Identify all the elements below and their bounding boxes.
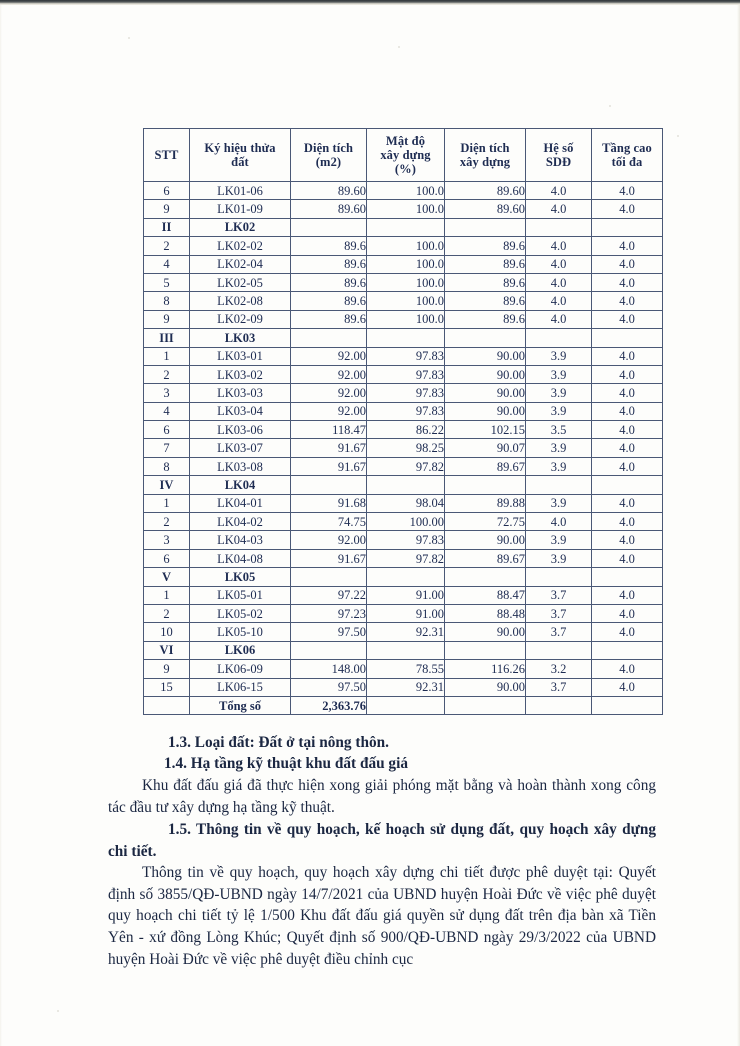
cell-ky-hieu: LK05-02 <box>190 604 291 622</box>
cell-he-so: 3.7 <box>526 623 592 641</box>
scan-speck <box>677 135 679 137</box>
cell-tang-cao: 4.0 <box>592 310 663 328</box>
header-line: xây dựng <box>380 148 431 162</box>
cell-mat-do <box>367 641 445 659</box>
cell-ky-hieu: LK04-02 <box>190 513 291 531</box>
header-line: Hệ số <box>543 141 574 155</box>
table-row <box>144 347 663 365</box>
cell-total-tang-cao <box>592 696 663 714</box>
header-line: SDĐ <box>545 155 572 169</box>
cell-tang-cao: 4.0 <box>592 182 663 200</box>
cell-stt: 6 <box>144 421 190 439</box>
cell-dien-tich-xay-dung: 90.00 <box>445 365 526 383</box>
cell-ky-hieu: LK06-15 <box>190 678 291 696</box>
cell-dien-tich-xay-dung: 89.67 <box>445 549 526 567</box>
cell-stt: 6 <box>144 182 190 200</box>
cell-ky-hieu: LK03-04 <box>190 402 291 420</box>
cell-dien-tich-xay-dung: 90.00 <box>445 402 526 420</box>
table-row <box>144 402 663 420</box>
header-line: Diện tích <box>460 141 510 155</box>
cell-mat-do: 91.00 <box>367 586 445 604</box>
cell-total-dt-xd <box>445 696 526 714</box>
cell-mat-do: 92.31 <box>367 623 445 641</box>
cell-mat-do: 92.31 <box>367 678 445 696</box>
table-row <box>144 365 663 383</box>
cell-ky-hieu: LK03-08 <box>190 457 291 475</box>
table-group-row <box>144 218 663 236</box>
section-1-3-heading: 1.3. Loại đất: Đất ở tại nông thôn. <box>168 734 389 751</box>
cell-dien-tich: 91.67 <box>291 439 367 457</box>
table-row <box>144 200 663 218</box>
cell-he-so <box>526 218 592 236</box>
cell-dien-tich: 91.67 <box>291 549 367 567</box>
cell-tang-cao: 4.0 <box>592 255 663 273</box>
cell-dien-tich-xay-dung: 90.07 <box>445 439 526 457</box>
cell-stt: VI <box>144 641 190 659</box>
cell-tang-cao: 4.0 <box>592 421 663 439</box>
table-row <box>144 237 663 255</box>
header-line: Ký hiệu thửa <box>204 141 276 155</box>
cell-dien-tich-xay-dung <box>445 476 526 494</box>
cell-he-so: 4.0 <box>526 200 592 218</box>
cell-he-so: 3.9 <box>526 457 592 475</box>
cell-stt: 2 <box>144 604 190 622</box>
cell-tang-cao: 4.0 <box>592 457 663 475</box>
cell-dien-tich: 92.00 <box>291 531 367 549</box>
cell-tang-cao: 4.0 <box>592 365 663 383</box>
table-total-row <box>144 696 663 714</box>
table-header <box>144 129 663 182</box>
cell-total-mat-do <box>367 696 445 714</box>
cell-dien-tich <box>291 641 367 659</box>
cell-he-so: 3.9 <box>526 531 592 549</box>
cell-he-so: 4.0 <box>526 273 592 291</box>
header-line: Mật độ <box>385 134 426 148</box>
scan-speck <box>57 1010 59 1012</box>
cell-dien-tich: 97.22 <box>291 586 367 604</box>
cell-ky-hieu: LK04 <box>190 476 291 494</box>
table-row <box>144 384 663 402</box>
cell-ky-hieu: LK02 <box>190 218 291 236</box>
cell-dien-tich-xay-dung: 116.26 <box>445 660 526 678</box>
cell-dien-tich: 97.50 <box>291 678 367 696</box>
cell-dien-tich-xay-dung: 90.00 <box>445 347 526 365</box>
cell-mat-do: 100.0 <box>367 255 445 273</box>
cell-stt: II <box>144 218 190 236</box>
cell-dien-tich-xay-dung: 90.00 <box>445 531 526 549</box>
cell-stt: 1 <box>144 347 190 365</box>
cell-dien-tich-xay-dung <box>445 568 526 586</box>
cell-tang-cao: 4.0 <box>592 347 663 365</box>
cell-dien-tich: 89.6 <box>291 273 367 291</box>
table-row <box>144 549 663 567</box>
cell-ky-hieu: LK03-03 <box>190 384 291 402</box>
cell-mat-do <box>367 476 445 494</box>
table-row <box>144 182 663 200</box>
cell-dien-tich-xay-dung: 89.6 <box>445 310 526 328</box>
cell-ky-hieu: LK02-09 <box>190 310 291 328</box>
cell-ky-hieu: LK04-03 <box>190 531 291 549</box>
cell-mat-do: 97.83 <box>367 402 445 420</box>
cell-stt: 4 <box>144 402 190 420</box>
table-group-row <box>144 568 663 586</box>
cell-he-so <box>526 476 592 494</box>
land-plot-table <box>143 128 663 715</box>
cell-mat-do: 98.25 <box>367 439 445 457</box>
cell-tang-cao: 4.0 <box>592 402 663 420</box>
cell-dien-tich-xay-dung: 102.15 <box>445 421 526 439</box>
cell-he-so <box>526 329 592 347</box>
cell-he-so: 4.0 <box>526 182 592 200</box>
section-1-5-heading: 1.5. Thông tin về quy hoạch, kế hoạch sử dụng đất, quy hoạch xây dựng chi tiết. <box>108 821 656 860</box>
cell-dien-tich: 89.60 <box>291 200 367 218</box>
cell-stt: 3 <box>144 384 190 402</box>
cell-tang-cao: 4.0 <box>592 623 663 641</box>
table-group-row <box>144 329 663 347</box>
table-row <box>144 531 663 549</box>
cell-mat-do <box>367 218 445 236</box>
table-row <box>144 494 663 512</box>
cell-total-he-so <box>526 696 592 714</box>
paragraph-1-4 <box>108 775 656 818</box>
cell-ky-hieu: LK01-09 <box>190 200 291 218</box>
cell-tang-cao <box>592 568 663 586</box>
header-line: STT <box>154 148 179 162</box>
cell-dien-tich-xay-dung: 89.60 <box>445 200 526 218</box>
cell-he-so: 4.0 <box>526 292 592 310</box>
cell-dien-tich: 97.23 <box>291 604 367 622</box>
cell-stt: IV <box>144 476 190 494</box>
cell-tang-cao: 4.0 <box>592 292 663 310</box>
cell-he-so: 4.0 <box>526 513 592 531</box>
cell-dien-tich <box>291 329 367 347</box>
cell-total-blank <box>144 696 190 714</box>
cell-stt: V <box>144 568 190 586</box>
cell-tang-cao: 4.0 <box>592 237 663 255</box>
cell-stt: 9 <box>144 660 190 678</box>
cell-mat-do: 100.0 <box>367 182 445 200</box>
cell-mat-do: 97.82 <box>367 549 445 567</box>
cell-tang-cao: 4.0 <box>592 549 663 567</box>
cell-tang-cao: 4.0 <box>592 660 663 678</box>
cell-he-so: 3.9 <box>526 494 592 512</box>
column-header-stt <box>144 129 190 182</box>
table-group-row <box>144 641 663 659</box>
cell-mat-do: 91.00 <box>367 604 445 622</box>
scan-edge-left <box>0 5 2 1046</box>
section-1-4 <box>108 753 656 775</box>
cell-dien-tich-xay-dung: 89.88 <box>445 494 526 512</box>
scan-speck <box>609 105 611 107</box>
cell-mat-do <box>367 568 445 586</box>
header-line: Tầng cao <box>602 141 652 155</box>
cell-dien-tich <box>291 476 367 494</box>
cell-stt: 7 <box>144 439 190 457</box>
cell-he-so: 4.0 <box>526 310 592 328</box>
table-row <box>144 623 663 641</box>
header-line: xây dựng <box>459 155 511 169</box>
cell-ky-hieu: LK03-02 <box>190 365 291 383</box>
cell-tang-cao: 4.0 <box>592 604 663 622</box>
cell-stt: 9 <box>144 200 190 218</box>
table-row <box>144 604 663 622</box>
cell-mat-do: 86.22 <box>367 421 445 439</box>
table-row <box>144 421 663 439</box>
cell-mat-do: 100.0 <box>367 237 445 255</box>
cell-dien-tich-xay-dung: 89.6 <box>445 292 526 310</box>
cell-dien-tich: 92.00 <box>291 402 367 420</box>
cell-tang-cao: 4.0 <box>592 273 663 291</box>
cell-ky-hieu: LK02-08 <box>190 292 291 310</box>
header-line: (%) <box>394 162 417 176</box>
cell-mat-do: 98.04 <box>367 494 445 512</box>
scan-edge-top-fade <box>0 5 740 9</box>
cell-tang-cao: 4.0 <box>592 678 663 696</box>
cell-he-so: 3.5 <box>526 421 592 439</box>
section-1-4-heading: 1.4. Hạ tầng kỹ thuật khu đất đấu giá <box>164 755 408 772</box>
cell-he-so: 3.9 <box>526 549 592 567</box>
cell-mat-do: 97.82 <box>367 457 445 475</box>
table-row <box>144 457 663 475</box>
table-group-row <box>144 476 663 494</box>
cell-dien-tich-xay-dung: 89.6 <box>445 255 526 273</box>
cell-dien-tich-xay-dung: 89.6 <box>445 273 526 291</box>
cell-tang-cao <box>592 218 663 236</box>
cell-he-so: 4.0 <box>526 255 592 273</box>
scan-speck <box>128 37 130 39</box>
cell-dien-tich: 74.75 <box>291 513 367 531</box>
cell-dien-tich: 91.68 <box>291 494 367 512</box>
cell-dien-tich: 89.60 <box>291 182 367 200</box>
cell-he-so: 3.9 <box>526 384 592 402</box>
cell-dien-tich-xay-dung: 89.67 <box>445 457 526 475</box>
cell-he-so: 3.9 <box>526 439 592 457</box>
cell-dien-tich-xay-dung: 72.75 <box>445 513 526 531</box>
cell-he-so: 3.9 <box>526 365 592 383</box>
cell-stt: 2 <box>144 513 190 531</box>
cell-ky-hieu: LK04-08 <box>190 549 291 567</box>
cell-stt: 2 <box>144 237 190 255</box>
cell-mat-do: 100.0 <box>367 292 445 310</box>
total-value: 2,363.76 <box>291 696 367 714</box>
cell-dien-tich: 148.00 <box>291 660 367 678</box>
cell-he-so: 3.7 <box>526 604 592 622</box>
cell-stt: 15 <box>144 678 190 696</box>
cell-dien-tich: 89.6 <box>291 237 367 255</box>
cell-ky-hieu: LK03-07 <box>190 439 291 457</box>
cell-stt: 6 <box>144 549 190 567</box>
cell-he-so: 3.7 <box>526 586 592 604</box>
cell-tang-cao: 4.0 <box>592 200 663 218</box>
cell-tang-cao: 4.0 <box>592 513 663 531</box>
cell-dien-tich-xay-dung: 90.00 <box>445 678 526 696</box>
cell-stt: 4 <box>144 255 190 273</box>
scan-speck <box>398 46 400 48</box>
cell-he-so <box>526 641 592 659</box>
cell-stt: 2 <box>144 365 190 383</box>
cell-dien-tich-xay-dung: 90.00 <box>445 384 526 402</box>
header-line: (m2) <box>315 155 342 169</box>
table-row <box>144 513 663 531</box>
cell-stt: 1 <box>144 586 190 604</box>
cell-mat-do: 78.55 <box>367 660 445 678</box>
cell-tang-cao: 4.0 <box>592 439 663 457</box>
cell-tang-cao <box>592 641 663 659</box>
total-label: Tổng số <box>190 696 291 714</box>
column-header-dien-tich-xay-dung <box>445 129 526 182</box>
cell-mat-do: 100.0 <box>367 310 445 328</box>
cell-mat-do: 97.83 <box>367 347 445 365</box>
cell-tang-cao: 4.0 <box>592 531 663 549</box>
table-row <box>144 586 663 604</box>
table-row <box>144 273 663 291</box>
cell-dien-tich-xay-dung <box>445 329 526 347</box>
cell-dien-tich: 97.50 <box>291 623 367 641</box>
column-header-he-so-sdd <box>526 129 592 182</box>
header-line: đất <box>231 155 249 169</box>
cell-dien-tich-xay-dung: 88.47 <box>445 586 526 604</box>
column-header-tang-cao-toi-da <box>592 129 663 182</box>
cell-dien-tich-xay-dung: 90.00 <box>445 623 526 641</box>
cell-dien-tich: 89.6 <box>291 255 367 273</box>
cell-dien-tich-xay-dung: 88.48 <box>445 604 526 622</box>
cell-ky-hieu: LK04-01 <box>190 494 291 512</box>
cell-mat-do: 100.00 <box>367 513 445 531</box>
cell-dien-tich-xay-dung <box>445 641 526 659</box>
paragraph-1-5-text: Thông tin về quy hoạch, quy hoạch xây dựng chi tiết được phê duyệt tại: Quyết định số 3855/QĐ-UBND ngày 14/7/2021 của UBND huyện Hoài Đức về việc phê duyệt quy hoạch chi tiết tỷ lệ 1/500 Khu đất đấu giá quyền sử dụng đất trên địa bàn xã Tiền Yên - xứ đồng Lòng Khúc; Quyết định số 900/QĐ-UBND ngày 29/3/2022 của UBND huyện Hoài Đức về việc phê duyệt điều chỉnh cục <box>108 864 656 968</box>
paragraph-1-4-text: Khu đất đấu giá đã thực hiện xong giải phóng mặt bằng và hoàn thành xong công tác đầu tư xây dựng hạ tầng kỹ thuật. <box>108 777 656 816</box>
header-line: Diện tích <box>303 141 354 155</box>
section-1-3 <box>108 732 656 754</box>
cell-he-so: 3.9 <box>526 402 592 420</box>
cell-dien-tich: 92.00 <box>291 384 367 402</box>
cell-mat-do: 100.0 <box>367 200 445 218</box>
column-header-mat-do-xay-dung <box>367 129 445 182</box>
cell-mat-do: 97.83 <box>367 531 445 549</box>
table-row <box>144 255 663 273</box>
cell-tang-cao: 4.0 <box>592 494 663 512</box>
table-header-row <box>144 129 663 182</box>
cell-stt: 1 <box>144 494 190 512</box>
cell-mat-do: 100.0 <box>367 273 445 291</box>
column-header-dien-tich <box>291 129 367 182</box>
cell-ky-hieu: LK03-06 <box>190 421 291 439</box>
cell-ky-hieu: LK06 <box>190 641 291 659</box>
cell-ky-hieu: LK05-10 <box>190 623 291 641</box>
section-1-5 <box>108 819 656 862</box>
cell-he-so: 3.2 <box>526 660 592 678</box>
cell-stt: 3 <box>144 531 190 549</box>
paragraph-1-5 <box>108 862 656 971</box>
cell-ky-hieu: LK02-02 <box>190 237 291 255</box>
cell-he-so: 3.9 <box>526 347 592 365</box>
cell-ky-hieu: LK05-01 <box>190 586 291 604</box>
cell-dien-tich-xay-dung: 89.60 <box>445 182 526 200</box>
cell-dien-tich: 118.47 <box>291 421 367 439</box>
table-row <box>144 292 663 310</box>
cell-tang-cao <box>592 329 663 347</box>
cell-dien-tich: 91.67 <box>291 457 367 475</box>
table-body <box>144 182 663 715</box>
column-header-ky-hieu-thua-dat <box>190 129 291 182</box>
cell-tang-cao: 4.0 <box>592 384 663 402</box>
cell-dien-tich: 92.00 <box>291 347 367 365</box>
cell-dien-tich-xay-dung <box>445 218 526 236</box>
cell-stt: 8 <box>144 457 190 475</box>
cell-mat-do: 97.83 <box>367 384 445 402</box>
cell-mat-do: 97.83 <box>367 365 445 383</box>
cell-ky-hieu: LK05 <box>190 568 291 586</box>
table-row <box>144 439 663 457</box>
cell-ky-hieu: LK01-06 <box>190 182 291 200</box>
cell-ky-hieu: LK03 <box>190 329 291 347</box>
table-row <box>144 660 663 678</box>
cell-tang-cao <box>592 476 663 494</box>
cell-he-so: 4.0 <box>526 237 592 255</box>
cell-dien-tich: 89.6 <box>291 310 367 328</box>
cell-he-so <box>526 568 592 586</box>
cell-he-so: 3.7 <box>526 678 592 696</box>
cell-stt: 9 <box>144 310 190 328</box>
cell-stt: 10 <box>144 623 190 641</box>
cell-tang-cao: 4.0 <box>592 586 663 604</box>
cell-stt: 8 <box>144 292 190 310</box>
cell-dien-tich: 89.6 <box>291 292 367 310</box>
cell-stt: 5 <box>144 273 190 291</box>
table-row <box>144 678 663 696</box>
cell-mat-do <box>367 329 445 347</box>
header-line: tối đa <box>611 155 643 169</box>
cell-ky-hieu: LK02-04 <box>190 255 291 273</box>
cell-dien-tich: 92.00 <box>291 365 367 383</box>
cell-ky-hieu: LK03-01 <box>190 347 291 365</box>
cell-ky-hieu: LK06-09 <box>190 660 291 678</box>
cell-dien-tich-xay-dung: 89.6 <box>445 237 526 255</box>
cell-stt: III <box>144 329 190 347</box>
cell-ky-hieu: LK02-05 <box>190 273 291 291</box>
cell-dien-tich <box>291 218 367 236</box>
table-row <box>144 310 663 328</box>
cell-dien-tich <box>291 568 367 586</box>
